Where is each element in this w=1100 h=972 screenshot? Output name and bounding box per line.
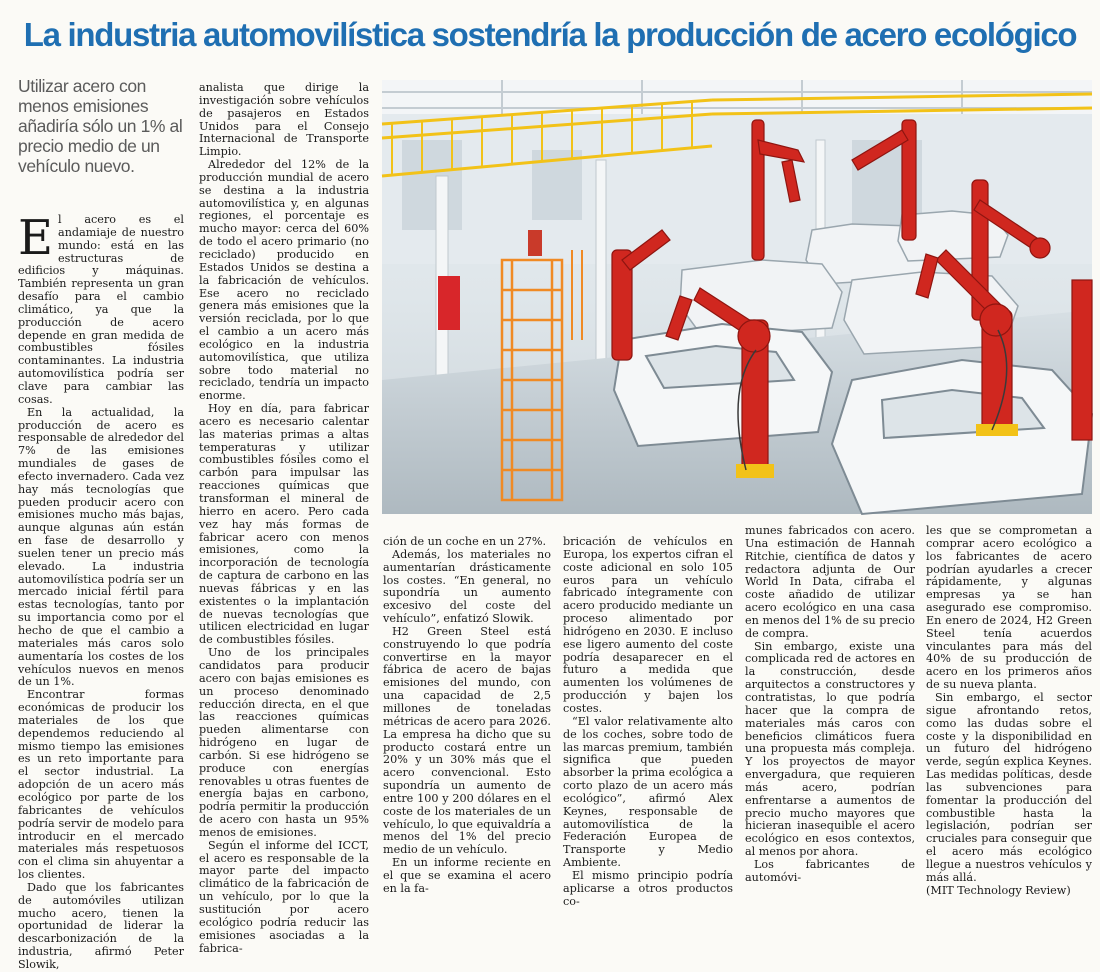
- paragraph: bricación de vehículos en Europa, los expertos cifran el coste adicional en solo 105 euros para un vehículo fabricado íntegramente con acero producido mediante un proceso alimentado por hidrógeno en 2030. E incluso ese ligero aumento del coste podría desaparecer en el futuro a medida que aumenten los volúmenes de producción y bajen los costes.: [563, 535, 733, 715]
- paragraph: Los fabricantes de automóvi-: [745, 857, 915, 884]
- headline: La industria automovilística sostendría la producción de acero ecológico: [23, 16, 1077, 53]
- paragraph: Encontrar formas económicas de producir los materiales de los que dependemos reduciendo al mismo tiempo las emisiones es un reto importante para el sector industrial. La adopción de un acero más ecológico por parte de los fabricantes de vehículos podría servir de modelo para introducir en el mercado materiales más respetuosos con el clima sin ahuyentar a los clientes.: [18, 688, 184, 882]
- article-column-5: [745, 524, 915, 884]
- dek-subtitle: Utilizar acero con menos emisiones añadiría sólo un 1% al precio medio de un vehículo nuevo.: [18, 76, 183, 176]
- paragraph: En la actualidad, la producción de acero es responsable de alrededor del 7% de las emisiones mundiales de gases de efecto invernadero. Cada vez hay más tecnologías que pueden producir acero con emisiones mucho más bajas, aunque algunas aún están en fase de desarrollo y suelen tener un precio más elevado. La industria automovilística podría ser un mercado inicial fértil para estas tecnologías, tanto por su importancia como por el hecho de que el cambio a materiales más caros solo aumentaría los costes de los vehículos nuevos en menos de un 1%.: [18, 405, 184, 689]
- paragraph: Sin embargo, el sector sigue afrontando retos, como las dudas sobre el coste y la disponibilidad en un futuro del hidrógeno verde, según explica Keynes. Las medidas políticas, desde las subvenciones para fomentar la producción del combustible hasta la legislación, podrían ser cruciales para conseguir que el acero más ecológico llegue a nuestros vehículos y más allá.: [926, 690, 1092, 884]
- paragraph: En un informe reciente en el que se examina el acero en la fa-: [383, 856, 551, 895]
- source-credit: (MIT Technology Review): [926, 883, 1071, 897]
- paragraph: El mismo principio podría aplicarse a otros productos co-: [563, 868, 733, 908]
- paragraph: H2 Green Steel está construyendo lo que podría convertirse en la mayor fábrica de acero de bajas emisiones del mundo, con una capacidad de 2,5 millones de toneladas métricas de acero para 2026. La empresa ha dicho que su producto costará entre un 20% y un 30% más que el acero convencional. Esto supondría un aumento de entre 100 y 200 dólares en el coste de los materiales de un vehículo, lo que equivaldría a menos del 1% del precio medio de un vehículo.: [383, 624, 551, 857]
- paragraph: ción de un coche en un 27%.: [383, 535, 547, 548]
- article-column-1: [18, 210, 184, 971]
- paragraph: Uno de los principales candidatos para producir acero con bajas emisiones es un proceso denominado reducción directa, en el que las reacciones químicas pueden alimentarse con hidrógeno en lugar de carbón. Si ese hidrógeno se produce con energías renovables u otras fuentes de energía bajas en carbono, podría permitir la producción de acero con hasta un 95% menos de emisiones.: [199, 646, 369, 839]
- article-column-2: [199, 81, 369, 955]
- paragraph: Además, los materiales no aumentarían drásticamente los costes. “En general, no supondría un aumento excesivo del coste del vehículo”, enfatizó Slowik.: [383, 547, 551, 626]
- paragraph: Según el informe del ICCT, el acero es responsable de la mayor parte del impacto climático de la fabricación de un vehículo, por lo que la sustitución por acero ecológico podría reducir las emisiones asociadas a la fabrica-: [199, 838, 369, 955]
- paragraph: “El valor relativamente alto de los coches, sobre todo de las marcas premium, también significa que pueden absorber la prima ecológica a corto plazo de un acero más ecológico”, afirmó Alex Keynes, responsable de automovilística de la Federación Europea de Transporte y Medio Ambiente.: [563, 714, 733, 870]
- paragraph: Hoy en día, para fabricar acero es necesario calentar las materias primas a altas temperaturas y utilizar combustibles fósiles como el carbón para impulsar las reacciones químicas que transforman el mineral de hierro en acero. Pero cada vez hay más formas de fabricar acero con menos emisiones, como la incorporación de tecnología de captura de carbono en las nuevas fábricas y en las existentes o la implantación de nuevas tecnologías que utilicen electricidad en lugar de combustibles fósiles.: [199, 402, 369, 647]
- article-column-3: [383, 535, 551, 895]
- paragraph: les que se comprometan a comprar acero ecológico a los fabricantes de acero podrían ayudarles a crecer rápidamente, y algunas empresas ya se han asegurado ese compromiso. En enero de 2024, H2 Green Steel tenía acuerdos vinculantes para más del 40% de su producción de acero en los primeros años de su nueva planta.: [926, 524, 1092, 692]
- article-column-6: [926, 524, 1092, 897]
- paragraph: [18, 210, 184, 407]
- paragraph: Alrededor del 12% de la producción mundial de acero se destina a la industria automovilística y, en algunas regiones, el porcentaje es mucho mayor: cerca del 60% de todo el acero primario (no reciclado) producido en Estados Unidos se destina a la fabricación de vehículos. Ese acero no reciclado genera más emisiones que la versión reciclada, por lo que el cambio a un acero más ecológico en la industria automovilística, que utiliza sobre todo material no reciclado, tendría un impacto enorme.: [199, 158, 369, 403]
- paragraph: Sin embargo, existe una complicada red de actores en la construcción, desde arquitectos a constructores y contratistas, lo que podría hacer que la compra de materiales más caros con beneficios climáticos fuera una propuesta más compleja. Y los proyectos de mayor envergadura, que requieren más acero, podrían enfrentarse a aumentos de precio mucho mayores que hicieran inasequible el acero ecológico en esos contextos, al menos por ahora.: [745, 639, 915, 859]
- article-column-4: [563, 535, 733, 908]
- paragraph: Dado que los fabricantes de automóviles utilizan mucho acero, tienen la oportunidad de liderar la descarbonización de la industria, afirmó Peter Slowik,: [18, 880, 184, 971]
- paragraph: analista que dirige la investigación sobre vehículos de pasajeros en Estados Unidos para el Consejo Internacional de Transporte Limpio.: [199, 81, 369, 159]
- car-factory-image: [382, 80, 1092, 514]
- factory-photo: [382, 80, 1092, 514]
- paragraph: munes fabricados con acero. Una estimación de Hannah Ritchie, científica de datos y redactora adjunta de Our World In Data, cifraba el coste añadido de utilizar acero ecológico en una casa en menos del 1% de su precio de compra.: [745, 524, 915, 640]
- paragraph-text: l acero es el andamiaje de nuestro mundo: está en las estructuras de edificios y máquinas. También representa un gran desafío para el cambio climático, ya que la producción de acero depende en gran medida de combustibles fósiles contaminantes. La industria automovilística podría ser clave para cambiar las cosas.: [18, 213, 184, 406]
- drop-cap: E: [18, 210, 54, 266]
